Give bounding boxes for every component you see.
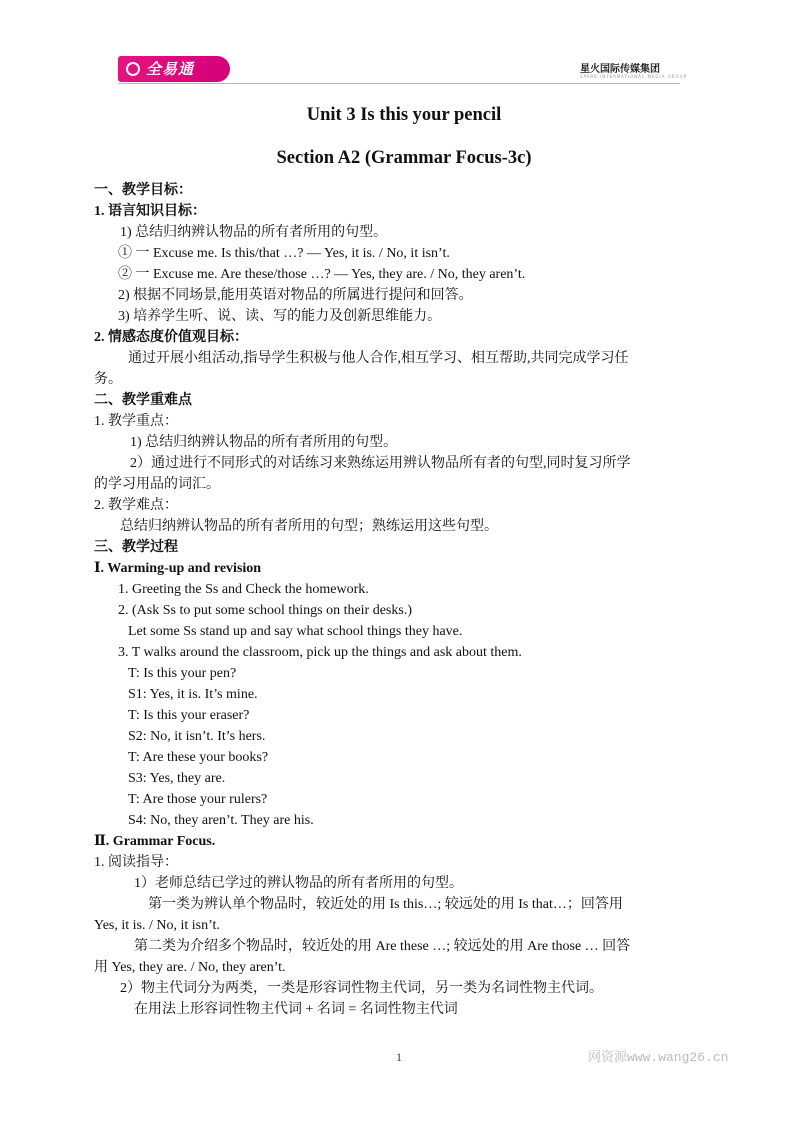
text-line: 2. (Ask Ss to put some school things on their desks.) [118, 603, 412, 618]
text-line: 总结归纳辨认物品的所有者所用的句型；熟练运用这些句型。 [120, 519, 498, 534]
doc-title: Unit 3 Is this your pencil [306, 105, 502, 125]
text-line: 1. 教学重点： [94, 414, 178, 429]
text-line: 1. Greeting the Ss and Check the homework. [118, 582, 369, 597]
text-line: 2）物主代词分为两类，一类是形容词性物主代词，另一类为名词性物主代词。 [120, 981, 603, 996]
dialogue-line: S1: Yes, it is. It’s mine. [128, 687, 258, 702]
text-line: 1) 总结归纳辨认物品的所有者所用的句型。 [120, 225, 388, 240]
text-line: Yes, it is. / No, it isn’t. [94, 918, 220, 933]
text-line: ① 一 Excuse me. Is this/that …? — Yes, it is. / No, it isn’t. [118, 246, 450, 261]
text-line: 用 Yes, they are. / No, they aren’t. [94, 960, 286, 975]
section-heading: 一、教学目标： [94, 183, 192, 198]
text-line: 1）老师总结已学过的辨认物品的所有者所用的句型。 [134, 876, 463, 891]
brand-subtitle: SPARK INTERNATIONAL MEDIA GROUP [580, 74, 688, 79]
text-line: 1. 阅读指导： [94, 855, 178, 870]
subsection-heading: Ⅰ. Warming-up and revision [94, 561, 262, 576]
dialogue-line: T: Is this your pen? [128, 666, 237, 681]
doc-subtitle: Section A2 (Grammar Focus-3c) [276, 148, 532, 168]
text-line: 在用法上形容词性物主代词 + 名词 = 名词性物主代词 [134, 1002, 458, 1017]
text-line: Let some Ss stand up and say what school things they have. [128, 624, 463, 639]
text-line: 通过开展小组活动,指导学生积极与他人合作,相互学习、相互帮助,共同完成学习任 [128, 351, 629, 366]
text-line: 2. 教学难点： [94, 498, 178, 513]
text-line: 1) 总结归纳辨认物品的所有者所用的句型。 [130, 435, 398, 450]
text-line: ② 一 Excuse me. Are these/those …? — Yes, they are. / No, they aren’t. [118, 267, 526, 282]
text-line: 3. T walks around the classroom, pick up the things and ask about them. [118, 645, 522, 660]
text-line: 第二类为介绍多个物品时，较近处的用 Are these …; 较远处的用 Are those … 回答 [134, 939, 631, 954]
header-divider [118, 83, 680, 84]
watermark: 网资源www.wang26.cn [588, 1050, 729, 1065]
dialogue-line: T: Are these your books? [128, 750, 269, 765]
text-line: 的学习用品的词汇。 [94, 477, 220, 492]
subsection-heading: 1. 语言知识目标： [94, 204, 206, 219]
logo-text: 全易通 [146, 60, 195, 78]
dialogue-line: S2: No, it isn’t. It’s hers. [128, 729, 266, 744]
dialogue-line: S3: Yes, they are. [128, 771, 226, 786]
dialogue-line: S4: No, they aren’t. They are his. [128, 813, 314, 828]
dialogue-line: T: Is this your eraser? [128, 708, 250, 723]
dialogue-line: T: Are those your rulers? [128, 792, 268, 807]
text-line: 2) 根据不同场景,能用英语对物品的所属进行提问和回答。 [118, 288, 473, 303]
subsection-heading: 2. 情感态度价值观目标： [94, 330, 248, 345]
page-header [0, 0, 800, 90]
section-heading: 二、教学重难点 [94, 393, 192, 408]
subsection-heading: Ⅱ. Grammar Focus. [94, 834, 216, 849]
text-line: 务。 [94, 372, 122, 387]
logo-circle-icon [126, 62, 140, 76]
brand-name: 星火国际传媒集团 [580, 64, 660, 75]
section-heading: 三、教学过程 [94, 540, 178, 555]
text-line: 第一类为辨认单个物品时，较近处的用 Is this…; 较远处的用 Is that…；回答用 [148, 897, 623, 912]
publisher-logo [118, 56, 230, 82]
page-number: 1 [396, 1050, 402, 1064]
text-line: 3) 培养学生听、说、读、写的能力及创新思维能力。 [118, 309, 442, 324]
text-line: 2）通过进行不同形式的对话练习来熟练运用辨认物品所有者的句型,同时复习所学 [130, 456, 631, 471]
